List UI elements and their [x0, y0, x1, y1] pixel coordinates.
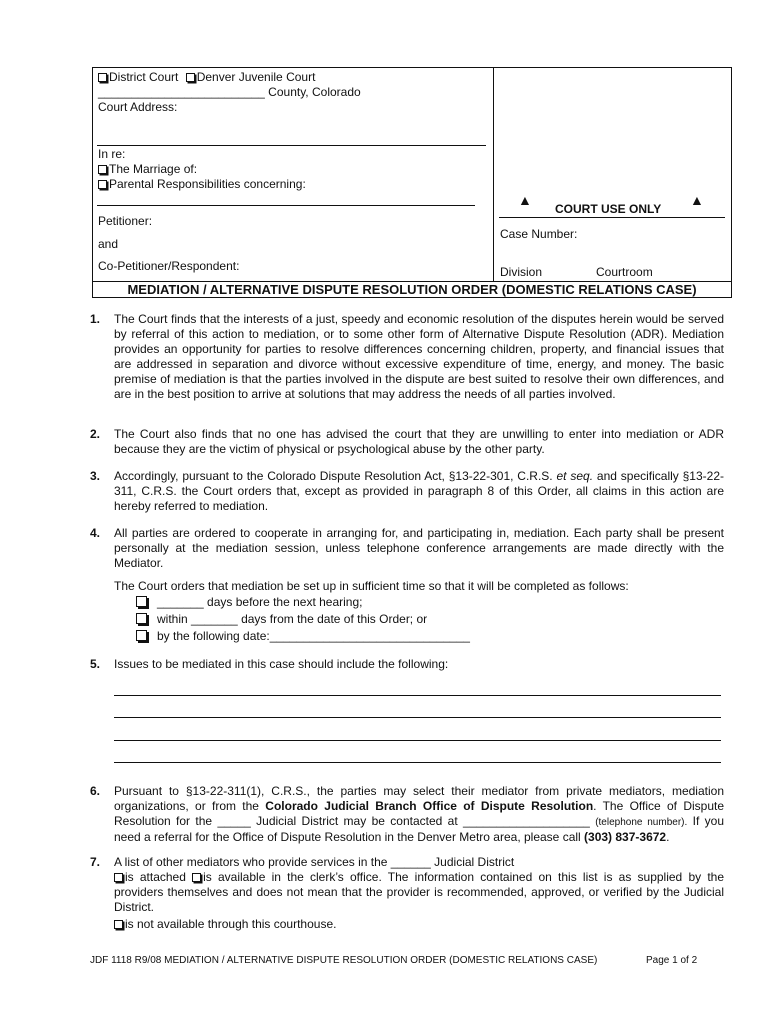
paragraph-number: 3.: [90, 469, 101, 483]
caption-box: [92, 67, 732, 298]
address-rule: [97, 145, 486, 146]
triangle-left-icon: ▲: [518, 192, 532, 208]
paragraph-4: [90, 526, 724, 645]
paragraph-number: 6.: [90, 784, 101, 798]
attached-checkbox[interactable]: [114, 873, 123, 882]
mediator-list-options: is attached is available in the clerk’s office. The information contained on this list is as supplied by the providers themselves and does not mean that the provider is recommended, approved, or verified by the Judicial District.: [114, 870, 725, 914]
option-days-before: _______ days before the next hearing;: [136, 594, 724, 611]
court-use-rule: [499, 217, 725, 218]
parental-row: [98, 177, 306, 191]
paragraph-text: The Court also finds that no one has advised the court that they are unwilling to enter into mediation or ADR because they are the victim of physical or psychological abuse by the other party.: [114, 427, 724, 456]
issues-line-3[interactable]: [114, 740, 721, 741]
county-line[interactable]: _________________________ County, Colorado: [98, 85, 361, 99]
paragraph-5: [90, 657, 724, 672]
parental-label: Parental Responsibilities concerning:: [109, 177, 306, 191]
within-days-checkbox[interactable]: [136, 613, 147, 624]
court-address-label: Court Address:: [98, 100, 178, 114]
clerk-office-checkbox[interactable]: [192, 873, 201, 882]
denver-phone: (303) 837-3672: [584, 830, 667, 844]
marriage-checkbox[interactable]: [98, 165, 107, 174]
et-seq: et seq.: [556, 469, 594, 483]
denver-juvenile-label: Denver Juvenile Court: [196, 70, 316, 84]
form-title: MEDIATION / ALTERNATIVE DISPUTE RESOLUTION ORDER (DOMESTIC RELATIONS CASE): [93, 281, 731, 298]
co-petitioner-label: Co-Petitioner/Respondent:: [98, 259, 240, 273]
by-date-checkbox[interactable]: [136, 630, 147, 641]
completion-instructions: The Court orders that mediation be set up in sufficient time so that it will be completed as follows:: [114, 579, 629, 593]
paragraph-text: Pursuant to §13-22-311(1), C.R.S., the parties may select their mediator from private mediators, mediation organizations, or from the Colorado Judicial Branch Office of Dispute Resolution. The Office of Dispute Resolution for the _____ Judicial District may be contacted at ___________________ (telephone number). If you need a referral for the Office of Dispute Resolution in the Denver Metro area, please call (303) 837-3672.: [114, 784, 725, 844]
petitioner-label: Petitioner:: [98, 214, 153, 228]
division-label: Division: [500, 265, 543, 279]
paragraph-text: Issues to be mediated in this case should include the following:: [114, 657, 449, 671]
paragraph-2: [90, 427, 724, 457]
paragraph-number: 5.: [90, 657, 101, 671]
district-court-label: District Court: [109, 70, 179, 84]
days-before-checkbox[interactable]: [136, 596, 147, 607]
and-label: and: [98, 237, 119, 251]
paragraph-number: 4.: [90, 526, 101, 540]
issues-line-2[interactable]: [114, 717, 721, 718]
issues-line-4[interactable]: [114, 762, 721, 763]
in-re-label: In re:: [98, 147, 126, 161]
odr-name: Colorado Judicial Branch Office of Dispute Resolution: [265, 799, 594, 813]
marriage-row: [98, 162, 197, 176]
paragraph-text: The Court finds that the interests of a just, speedy and economic resolution of the disputes herein would be served by referral of this action to mediation, or to some other form of Alternative Dispute Resolution (ADR). Mediation provides an opportunity for parties to resolve differences concerning children, property, and financial issues that are addressed in separation and divorce without excessive expenditure of time, energy, and money. The basic premise of mediation is that the parties involved in the dispute are best suited to resolve their own differences, and are in the best position to arrive at solutions that may address the needs of all parties involved.: [114, 312, 724, 401]
paragraph-text: Accordingly, pursuant to the Colorado Dispute Resolution Act, §13-22-301, C.R.S. et seq. and specifically §13-22-311, C.R.S. the Court orders that, except as provided in paragraph 8 of this Order, all claims in this action are hereby referred to mediation.: [114, 469, 724, 513]
court-use-only-label: COURT USE ONLY: [555, 202, 662, 216]
not-available-checkbox[interactable]: [114, 920, 123, 929]
paragraph-1: [90, 312, 724, 402]
denver-juvenile-checkbox[interactable]: [186, 73, 195, 82]
paragraph-text: All parties are ordered to cooperate in arranging for, and participating in, mediation. Each party shall be present personally at the mediation session, unless telephone conference arrangements are made directly with the Mediator.: [114, 526, 724, 570]
court-type-row: [98, 70, 315, 84]
paragraph-number: 1.: [90, 312, 101, 326]
option-within-days: within _______ days from the date of this Order; or: [136, 611, 724, 628]
marriage-label: The Marriage of:: [109, 162, 198, 176]
issues-line-1[interactable]: [114, 695, 721, 696]
paragraph-number: 2.: [90, 427, 101, 441]
case-number-label: Case Number:: [500, 227, 578, 241]
courtroom-label: Courtroom: [596, 265, 653, 279]
parental-checkbox[interactable]: [98, 180, 107, 189]
not-available-row: is not available through this courthouse.: [114, 917, 724, 932]
paragraph-number: 7.: [90, 855, 101, 869]
triangle-right-icon: ▲: [690, 192, 704, 208]
mediator-list-intro: A list of other mediators who provide services in the ______ Judicial District: [114, 855, 515, 869]
paragraph-6: [90, 784, 724, 845]
completion-options: [136, 594, 724, 645]
option-by-date: by the following date:______________________________: [136, 628, 724, 645]
parties-rule: [97, 205, 475, 206]
paragraph-3: [90, 469, 724, 514]
paragraph-7: [90, 855, 724, 932]
caption-divider: [493, 68, 494, 281]
footer-page-number: Page 1 of 2: [646, 955, 698, 966]
district-court-checkbox[interactable]: [98, 73, 107, 82]
footer-form-id: JDF 1118 R9/08 MEDIATION / ALTERNATIVE DISPUTE RESOLUTION ORDER (DOMESTIC RELATIONS CASE): [90, 955, 598, 966]
